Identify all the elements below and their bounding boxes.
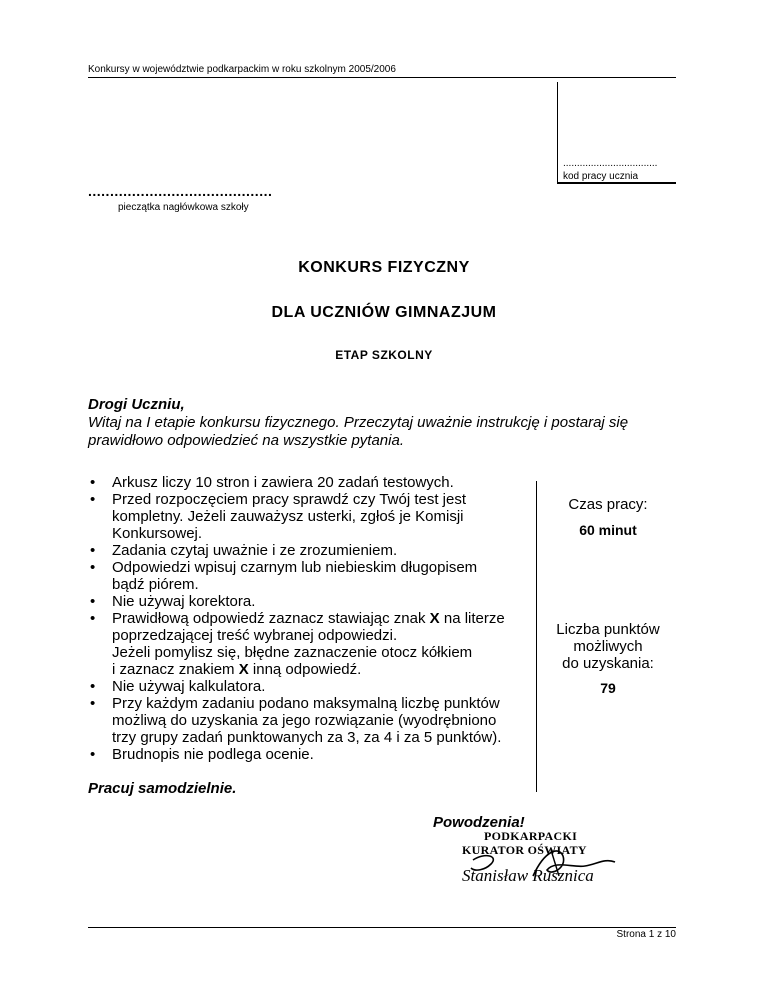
greeting: Drogi Uczniu, (88, 396, 185, 413)
rule-line: Odpowiedzi wpisuj czarnym lub niebieskim długopisem (112, 559, 478, 576)
rule-line: Jeżeli pomylisz się, błędne zaznaczenie otocz kółkiem (112, 644, 473, 661)
points-value: 79 (600, 680, 616, 696)
code-box-border (557, 82, 558, 183)
rule-line: bądź piórem. (112, 576, 199, 593)
stamp-dots: .......................................... (88, 183, 273, 199)
rules-list (88, 474, 528, 763)
time-label: Czas pracy: (568, 496, 648, 513)
bullet-icon: • (90, 491, 96, 508)
rule-line: Konkursowej. (112, 525, 203, 542)
column-divider (536, 481, 537, 792)
bullet-icon: • (90, 559, 96, 576)
page-number: Strona 1 z 10 (616, 929, 676, 940)
bullet-icon: • (90, 678, 96, 695)
rule-item (88, 678, 528, 695)
rule-line: poprzedzającej treść wybranej odpowiedzi. (112, 627, 398, 644)
bullet-icon: • (90, 610, 96, 627)
rule-line: Nie używaj korektora. (112, 593, 256, 610)
bullet-icon: • (90, 593, 96, 610)
rule-item (88, 491, 528, 542)
signature-office-line2: KURATOR OŚWIATY (462, 843, 587, 857)
rule-line: Przed rozpoczęciem pracy sprawdź czy Twój test jest (112, 491, 467, 508)
rule-item (88, 559, 528, 593)
time-value: 60 minut (579, 522, 637, 538)
points-label-line: do uzyskania: (562, 655, 654, 672)
stage-title: ETAP SZKOLNY (335, 348, 433, 362)
stamp-label: pieczątka nagłówkowa szkoły (118, 202, 249, 213)
contest-header: Konkursy w województwie podkarpackim w roku szkolnym 2005/2006 (88, 64, 396, 75)
footer-rule (88, 927, 676, 928)
rule-item (88, 593, 528, 610)
work-alone-note: Pracuj samodzielnie. (88, 780, 237, 797)
rule-line: kompletny. Jeżeli zauważysz usterki, zgłoś je Komisji (112, 508, 464, 525)
rule-line: Przy każdym zadaniu podano maksymalną liczbę punktów (112, 695, 500, 712)
rule-item (88, 746, 528, 763)
points-label (538, 621, 678, 672)
rule-item (88, 695, 528, 746)
signature-name: Stanisław Rusznica (462, 866, 594, 885)
intro-text: Witaj na I etapie konkursu fizycznego. Przeczytaj uważnie instrukcję i postaraj się prawidłowo odpowiedzieć na wszystkie pytania. (88, 414, 629, 449)
code-box-underline (557, 182, 676, 184)
code-dots: .................................. (563, 158, 658, 169)
bullet-icon: • (90, 695, 96, 712)
bullet-icon: • (90, 746, 96, 763)
rule-line: trzy grupy zadań punktowanych za 3, za 4 i za 5 punktów). (112, 729, 502, 746)
rule-line: Prawidłową odpowiedź zaznacz stawiając znak X na literze (112, 610, 505, 627)
points-label-line: Liczba punktów (556, 621, 660, 638)
rule-line: i zaznacz znakiem X inną odpowiedź. (112, 661, 362, 678)
bullet-icon: • (90, 542, 96, 559)
rule-line: Brudnopis nie podlega ocenie. (112, 746, 314, 763)
bullet-icon: • (90, 474, 96, 491)
rule-item (88, 542, 528, 559)
page-title: KONKURS FIZYCZNY (298, 259, 470, 276)
points-label-line: możliwych (573, 638, 643, 655)
rule-line: Zadania czytaj uważnie i ze zrozumieniem. (112, 542, 398, 559)
rule-item (88, 610, 528, 678)
rule-line: możliwą do uzyskania za jego rozwiązanie (wyodrębniono (112, 712, 497, 729)
rule-item (88, 474, 528, 491)
page-subtitle: DLA UCZNIÓW GIMNAZJUM (271, 304, 497, 321)
good-luck-note: Powodzenia! (433, 814, 525, 831)
signature-office-line1: PODKARPACKI (484, 829, 578, 843)
header-rule (88, 77, 676, 78)
code-label: kod pracy ucznia (563, 171, 639, 182)
rule-line: Nie używaj kalkulatora. (112, 678, 266, 695)
rule-line: Arkusz liczy 10 stron i zawiera 20 zadań testowych. (112, 474, 454, 491)
